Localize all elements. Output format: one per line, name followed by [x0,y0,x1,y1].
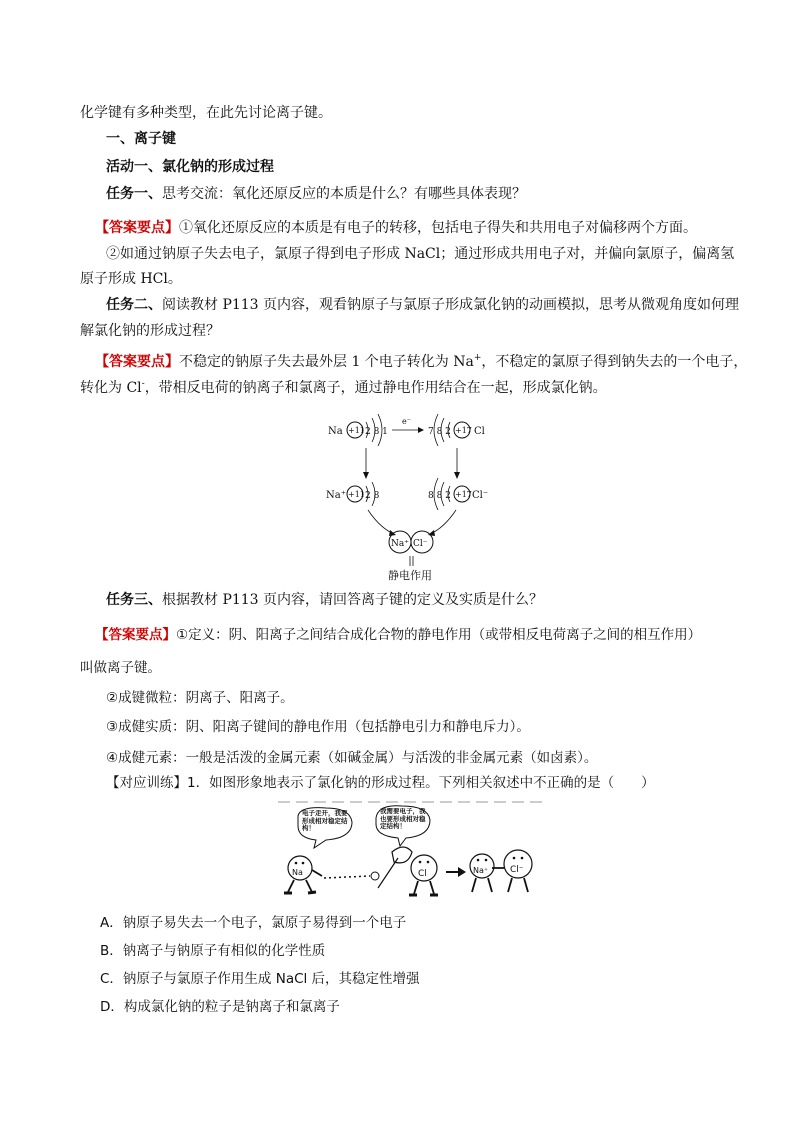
na-feet [284,892,316,893]
answer2-sup2: - [141,379,145,389]
answer3-line2: 叫做离子键。 [80,660,161,676]
exercise-line [106,774,655,792]
na-nucleus: +11 [348,426,365,435]
activity-title: 活动一、氯化钠的形成过程 [106,159,274,175]
na-bubble-text: 电子走开，我要形成相对稳定结构！ [302,810,348,832]
answer3-line4: ③成健实质：阴、阳离子键间的静电作用（包括静电引力和静电斥力）。 [106,719,530,735]
cl-bubble-frame [380,808,428,838]
electron-icon [371,872,379,880]
cl-ion-label: Cl⁻ [472,490,489,501]
na-ion-eye-left [477,859,480,862]
answer3-text1: ①定义：阴、阳离子之间结合成化合物的静电作用（或带相反电荷离子之间的相互作用） [176,627,702,643]
section-title: 一、离子键 [106,131,176,147]
answer2-sup1: + [473,353,482,363]
cl-ion-nucleus: +17 [455,490,472,499]
answer1-text1: ①氧化还原反应的本质是有电子的转移，包括电子得失和共用电子对偏移两个方面。 [179,220,697,236]
task2-line2: 解氯化钠的形成过程？ [80,323,220,339]
answer3-line5: ④成健元素：一般是活泼的金属元素（如碱金属）与活泼的非金属元素（如卤素）。 [106,750,598,766]
task1-text: 思考交流：氧化还原反应的本质是什么？有哪些具体表现？ [162,186,526,202]
task2-text1: 阅读教材 P113 页内容，观看钠原子与氯原子形成氯化钠的动画模拟，思考从微观角度如何理 [162,297,740,313]
net-icon [378,847,412,888]
na-atom-label: Na [328,426,343,437]
task2-line1 [106,296,739,314]
cl-ion-legs [508,878,528,892]
cartoon-illustration [278,800,548,904]
answer3-line1 [95,626,701,644]
na-ion-text: Na⁺ [473,866,489,875]
answer-tag: 【答案要点】 [95,627,176,643]
answer-tag: 【答案要点】 [95,354,179,370]
cl-legs [414,881,434,894]
task1-label: 任务一、 [106,186,162,202]
na-bubble-frame [302,810,350,840]
answer2-part3: 转化为 Cl [80,380,142,396]
cl-ion-eye-left [513,857,516,860]
cl-nucleus: +17 [455,426,472,435]
cl-ion-eye-right [521,857,524,860]
cl-ball-label: Cl⁻ [413,539,428,549]
task2-label: 任务二、 [106,297,162,313]
cl-ion-shells: 8 8 2 [428,491,451,501]
na-eye-left [295,862,298,865]
task3-text: 根据教材 P113 页内容，请回答离子键的定义及实质是什么？ [162,592,544,608]
electron-arrowhead [418,427,424,433]
answer3-line3: ②成键微粒：阴离子、阳离子。 [106,690,294,706]
na-converge-arrowhead [389,530,396,536]
na-ball-label: Na⁺ [391,539,409,549]
option-a[interactable]: A．钠原子易失去一个电子，氯原子易得到一个电子 [100,915,407,931]
answer2-line1 [95,349,747,371]
cl-eye-left [419,861,422,864]
answer2-part1: 不稳定的钠原子失去最外层 1 个电子转化为 Na [179,354,474,370]
answer1-line3: 原子形成 HCl。 [80,271,182,287]
cl-eye-right [427,861,430,864]
task1-line [106,185,526,203]
cl-ion-text: Cl⁻ [510,865,524,875]
exercise-question: 1．如图形象地表示了氯化钠的形成过程。下列相关叙述中不正确的是（ ） [187,775,655,791]
answer2-line2 [80,375,607,397]
cl-shells: 7 8 2 [428,427,451,437]
electron-label: e⁻ [402,417,411,426]
na-ion-shells: 2 8 [365,491,380,501]
cl-atom-text: Cl [418,869,427,879]
task3-line [106,591,543,609]
na-down-arrowhead [363,472,369,479]
option-b[interactable]: B．钠离子与钠原子有相似的化学性质 [100,943,326,959]
cl-atom-label: Cl [474,426,485,437]
transform-arrowhead [458,867,466,877]
cl-down-arrowhead [454,472,460,479]
na-ion-eye-right [485,859,488,862]
na-ion-nucleus: +11 [348,490,365,499]
exercise-tag: 【对应训练】 [106,775,187,791]
task3-label: 任务三、 [106,592,162,608]
nacl-formation-diagram [318,410,498,582]
answer2-part2: ，不稳定的氯原子得到钠失去的一个电子， [481,354,748,370]
answer1-line2: ②如通过钠原子失去电子，氯原子得到电子形成 NaCl；通过形成共用电子对，并偏向氯原子，偏离氢 [106,246,735,262]
cl-bubble-text: 我需要电子，我也要形成相对稳定结构！ [380,808,426,830]
na-atom-text: Na [292,868,303,877]
diagram-caption: 静电作用 [388,569,432,582]
answer1-line1 [95,219,697,237]
na-eye-right [302,862,305,865]
electron-path [324,876,370,878]
answer-tag: 【答案要点】 [95,220,179,236]
na-shells: 2 8 1 [365,427,388,437]
option-c[interactable]: C．钠原子与氯原子作用生成 NaCl 后，其稳定性增强 [100,971,420,987]
intro-text: 化学键有多种类型，在此先讨论离子键。 [80,105,332,121]
na-ion-label: Na⁺ [326,490,346,501]
answer2-part4: ，带相反电荷的钠离子和氯离子，通过静电作用结合在一起，形成氯化钠。 [144,380,607,396]
option-d[interactable]: D．构成氯化钠的粒子是钠离子和氯离子 [100,999,340,1015]
